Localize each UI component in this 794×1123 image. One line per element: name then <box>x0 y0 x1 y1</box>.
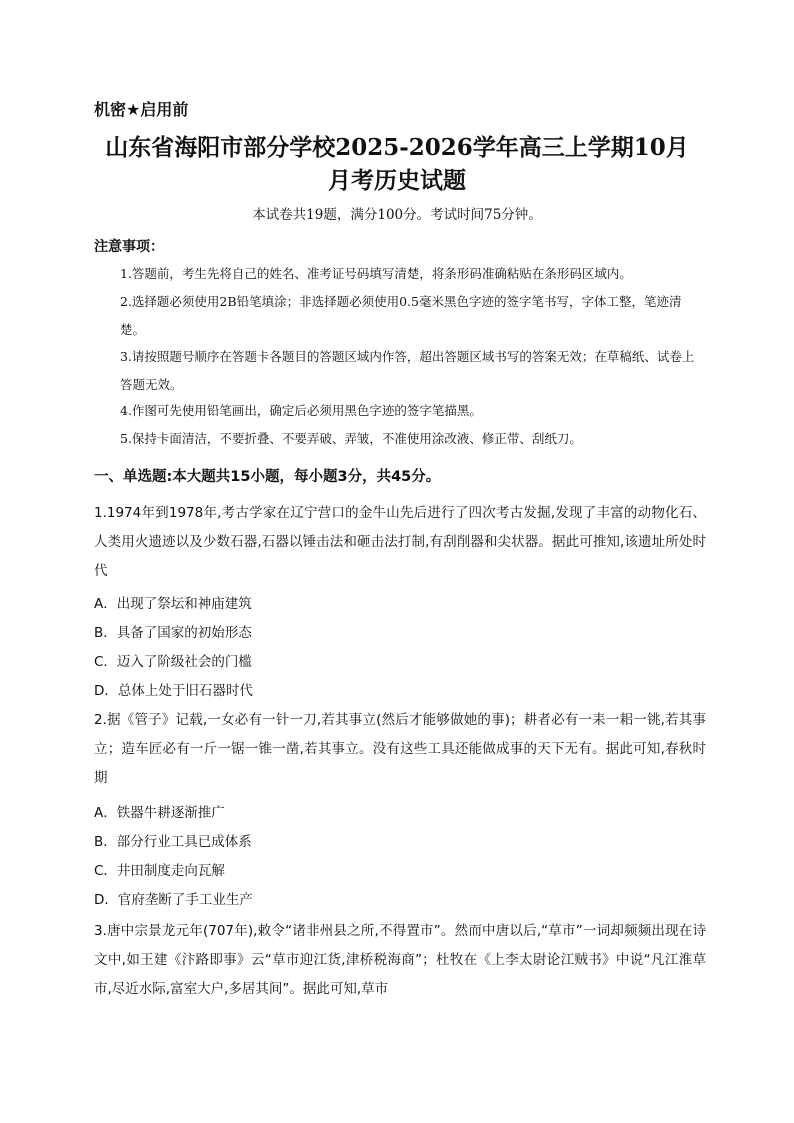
notes-heading: 注意事项： <box>94 239 164 255</box>
note-item: 4.作图可先使用铅笔画出，确定后必须用黑色字迹的签字笔描黑。 <box>120 403 482 418</box>
option-b: B．具备了国家的初始形态 <box>94 625 252 641</box>
note-item: 3.请按照题号顺序在答题卡各题目的答题区域内作答，超出答题区域书写的答案无效；在草稿纸、试卷上答题无效。 <box>120 349 695 392</box>
option-c: C．迈入了阶级社会的门槛 <box>94 654 252 670</box>
option-d: D．官府垄断了手工业生产 <box>94 892 253 908</box>
note-item: 5.保持卡面清洁，不要折叠、不要弄破、弄皱，不准使用涂改液、修正带、刮纸刀。 <box>120 431 582 446</box>
note-item: 1.答题前，考生先将自己的姓名、准考证号码填写清楚，将条形码准确粘贴在条形码区域内。 <box>120 266 632 281</box>
option-c: C．井田制度走向瓦解 <box>94 863 225 879</box>
exam-title-line2: 月考历史试题 <box>328 167 466 194</box>
option-a: A．铁器牛耕逐渐推广 <box>94 805 225 821</box>
confidential-label: 机密★启用前 <box>94 100 189 119</box>
exam-title-line1: 山东省海阳市部分学校2025-2026学年高三上学期10月 <box>105 134 689 161</box>
option-a: A．出现了祭坛和神庙建筑 <box>94 596 252 612</box>
option-b: B．部分行业工具已成体系 <box>94 834 252 850</box>
section-heading: 一、单选题:本大题共15小题，每小题3分，共45分。 <box>94 469 441 485</box>
question-stem: 3.唐中宗景龙元年(707年),敕令“诸非州县之所,不得置市”。然而中唐以后,“草市”一词却频频出现在诗文中,如王建《汴路即事》云“草市迎江货,津桥税海商”；杜牧在《上李太尉论江贼书》中说“凡江淮草市,尽近水际,富室大户,多居其间”。据此可知,草市 <box>94 923 706 997</box>
option-d: D．总体上处于旧石器时代 <box>94 683 253 699</box>
exam-info: 本试卷共19题，满分100分。考试时间75分钟。 <box>252 207 542 223</box>
note-item: 2.选择题必须使用2B铅笔填涂；非选择题必须使用0.5毫米黑色字迹的签字笔书写，字体工整，笔迹清楚。 <box>120 294 682 337</box>
question-stem: 1.1974年到1978年,考古学家在辽宁营口的金牛山先后进行了四次考古发掘,发现了丰富的动物化石、人类用火遗迹以及少数石器,石器以锤击法和砸击法打制,有刮削器和尖状器。据此可推知,该遗址所处时代 <box>94 505 706 579</box>
question-stem: 2.据《管子》记载,一女必有一针一刀,若其事立(然后才能够做她的事)；耕者必有一耒一耜一铫,若其事立；造车匠必有一斤一锯一锥一凿,若其事立。没有这些工具还能做成事的天下无有。据此可知,春秋时期 <box>94 712 706 786</box>
